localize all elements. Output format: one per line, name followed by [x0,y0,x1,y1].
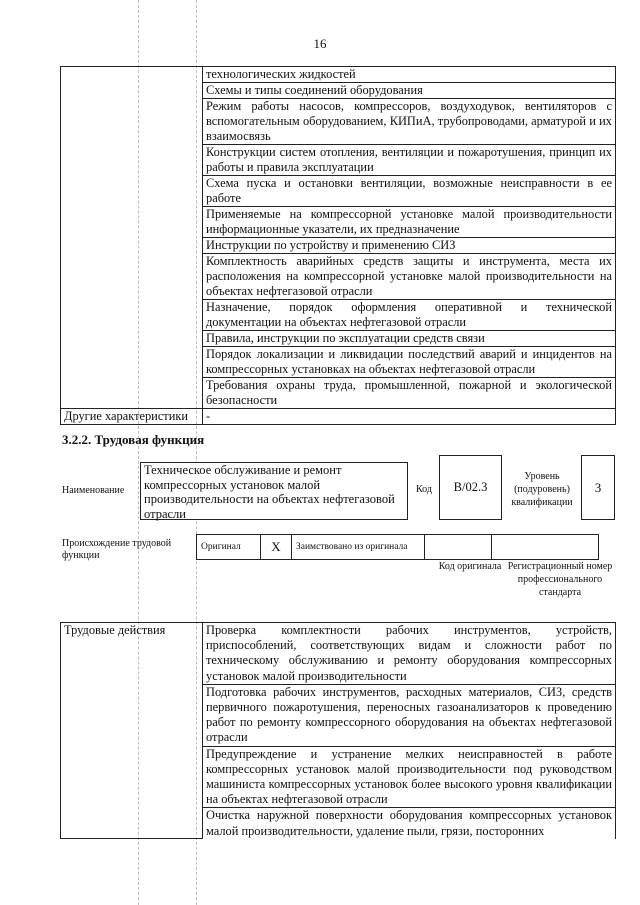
labor-action-item: Проверка комплектности рабочих инструментов, устройств, приспособлений, соответствующих видам и сложности работ по техническому обслуживанию и ремонту оборудования компрессорных установок малой производительности [203,623,616,685]
knowledge-item: Требования охраны труда, промышленной, пожарной и экологической безопасности [203,378,616,409]
knowledge-item: Порядок локализации и ликвидации последствий аварий и инцидентов на компрессорных установках на объектах нефтегазовой отрасли [203,347,616,378]
borrowed-label: Заимствовано из оригинала [292,535,425,560]
knowledge-item: технологических жидкостей [203,67,616,83]
knowledge-item: Схема пуска и остановки вентиляции, возможные неисправности в ее работе [203,176,616,207]
labor-action-item: Предупреждение и устранение мелких неисправностей в работе компрессорных установок малой производительности под руководством машиниста компрессорных установок более высокого уровня квалификации на объектах нефтегазовой отрасли [203,746,616,808]
original-mark: X [261,535,292,560]
knowledge-item: Конструкции систем отопления, вентиляции и пожаротушения, принцип их работы и правила эксплуатации [203,145,616,176]
code-original-label: Код оригинала [438,561,502,572]
knowledge-item: Схемы и типы соединений оборудования [203,83,616,99]
qualification-level-box: 3 [581,455,615,520]
labor-actions-table [60,622,616,839]
function-name-box: Техническое обслуживание и ремонт компрессорных установок малой производительности на объектах нефтегазовой отрасли [140,462,408,520]
name-label: Наименование [62,485,125,496]
section-heading: 3.2.2. Трудовая функция [62,432,205,447]
knowledge-table-continuation [60,66,616,425]
table-row [61,67,616,83]
other-characteristics-label: Другие характеристики [61,409,203,425]
code-label: Код [416,484,432,495]
reg-number-label: Регистрационный номер профессионального стандарта [507,561,613,598]
origin-table [196,534,599,560]
origin-label: Происхождение трудовой функции [62,538,172,561]
labor-actions-label: Трудовые действия [61,623,203,839]
labor-action-item: Подготовка рабочих инструментов, расходных материалов, СИЗ, средств первичного пожаротушения, переносных газоанализаторов к проведению работ по ремонту компрессорного оборудования на объектах нефтегазовой отрасли [203,684,616,746]
page-number: 16 [313,36,327,51]
labor-action-item: Очистка наружной поверхности оборудования компрессорных установок малой производительности, удаление пыли, грязи, посторонних [203,808,616,839]
knowledge-item: Правила, инструкции по эксплуатации средств связи [203,331,616,347]
qualification-level-label: Уровень (подуровень) квалификации [511,471,573,508]
knowledge-item: Комплектность аварийных средств защиты и инструмента, места их расположения на компрессорной установке малой производительности на объектах нефтегазовой отрасли [203,254,616,300]
knowledge-item: Применяемые на компрессорной установке малой производительности информационные указатели, их предназначение [203,207,616,238]
table-row [61,623,616,685]
knowledge-item: Режим работы насосов, компрессоров, воздуходувок, вентиляторов с вспомогательным оборудованием, КИПиА, трубопроводами, арматурой и их взаимосвязь [203,99,616,145]
knowledge-item: Назначение, порядок оформления оперативной и технической документации на объектах нефтегазовой отрасли [203,300,616,331]
knowledge-item: Инструкции по устройству и применению СИЗ [203,238,616,254]
original-label: Оригинал [197,535,261,560]
reg-number-cell [492,535,599,560]
code-original-cell [425,535,492,560]
other-characteristics-value: - [203,409,616,425]
code-value-box: В/02.3 [439,455,502,520]
table-row [61,409,616,425]
